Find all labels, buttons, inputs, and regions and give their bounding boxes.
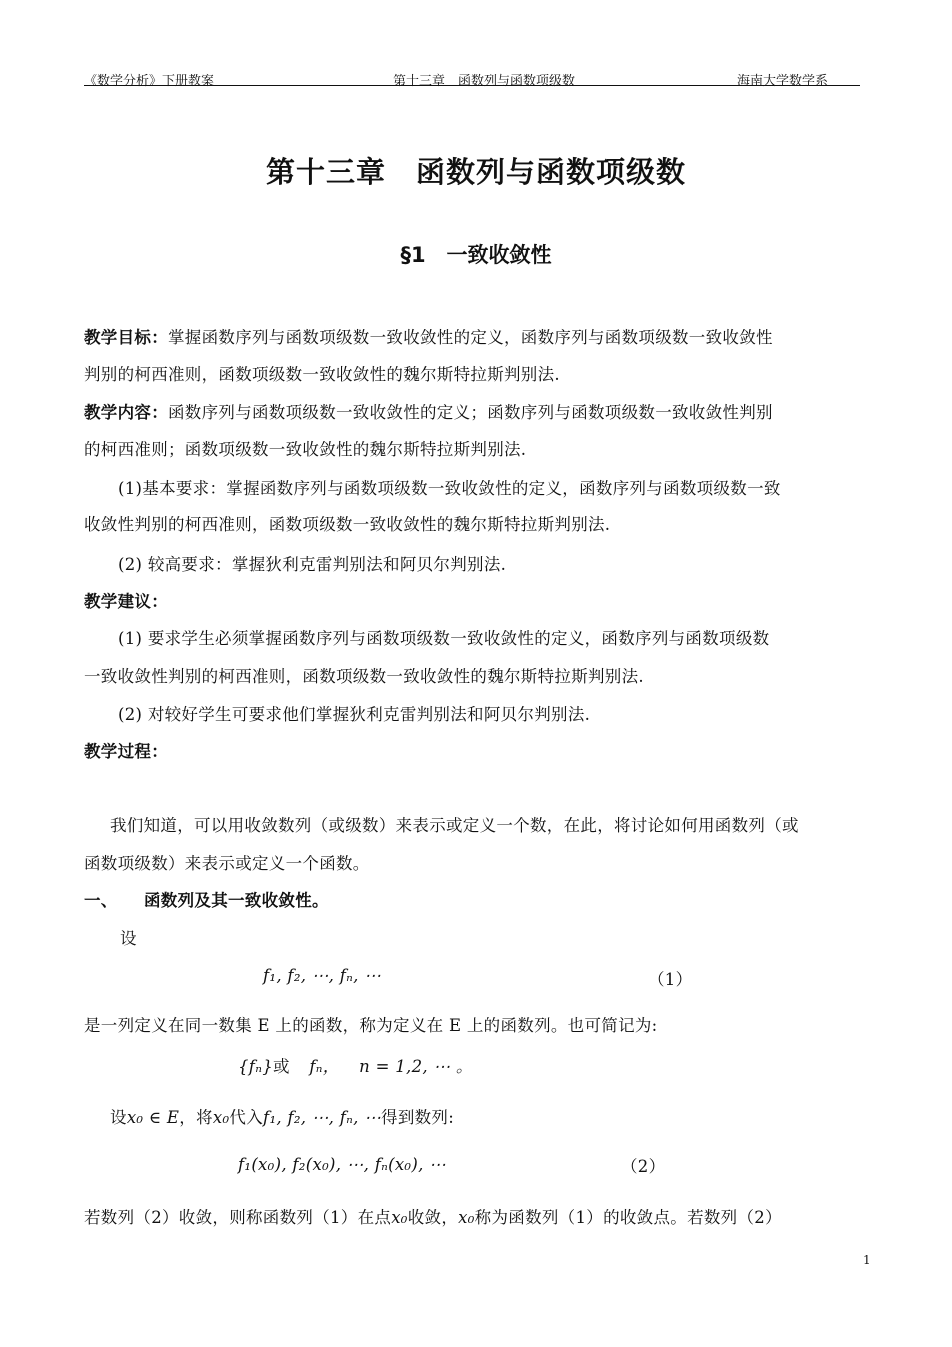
equation-1-number: （1） [648,970,693,989]
objectives-label: 教学目标： [84,328,168,347]
notation-line [238,1053,473,1077]
objectives-text-1: 掌握函数序列与函数项级数一致收敛性的定义，函数序列与函数项级数一致收敛性 [168,328,773,347]
substitution-x0-in-e: x₀ ∈ E [126,1108,180,1127]
last-line [84,1204,782,1228]
equation-2-number: （2） [621,1157,666,1176]
substitution-mid-1: ，将 [179,1108,213,1127]
section-title: §1 一致收敛性 [400,243,552,267]
basic-requirement-line-2: 收敛性判别的柯西准则，函数项级数一致收敛性的魏尔斯特拉斯判别法. [84,515,611,534]
last-part-3: 称为函数列（1）的收敛点。若数列（2） [474,1208,782,1227]
heading-1-text: 函数列及其一致收敛性。 [144,891,329,910]
last-x0-a: x₀ [391,1208,408,1227]
substitution-line [110,1104,454,1128]
substitution-sequence: f₁, f₂, ⋯, fₙ, ⋯ [263,1108,382,1127]
substitution-x0: x₀ [212,1108,230,1127]
substitution-mid-2: 代入 [229,1108,264,1127]
equation-2: f₁(x₀), f₂(x₀), ⋯, fₙ(x₀), ⋯ [238,1155,446,1174]
notation-index: n = 1,2, ⋯ 。 [359,1057,473,1076]
process-label: 教学过程： [84,742,168,761]
objectives-line-2: 判别的柯西准则，函数项级数一致收敛性的魏尔斯特拉斯判别法. [84,365,560,384]
header-center: 第十三章 函数列与函数项级数 [393,74,576,89]
last-x0-b: x₀ [458,1208,475,1227]
content-label: 教学内容： [84,403,168,422]
content-line-2: 的柯西准则；函数项级数一致收敛性的魏尔斯特拉斯判别法. [84,440,527,459]
notation-set: {fₙ} [238,1057,273,1076]
substitution-end: 得到数列: [381,1108,455,1127]
suggestion-1-line-1: (1) 要求学生必须掌握函数序列与函数项级数一致收敛性的定义，函数序列与函数项级数 [118,629,770,648]
substitution-prefix: 设 [110,1108,127,1127]
content-text-1: 函数序列与函数项级数一致收敛性的定义；函数序列与函数项级数一致收敛性判别 [168,403,773,422]
let-word: 设 [120,929,137,948]
objectives-line-1 [84,324,773,348]
header-left: 《数学分析》下册教案 [84,74,215,89]
basic-requirement-line-1: (1)基本要求：掌握函数序列与函数项级数一致收敛性的定义，函数序列与函数项级数一致 [118,479,781,498]
last-part-2: 收敛， [407,1208,459,1227]
suggestion-2: (2) 对较好学生可要求他们掌握狄利克雷判别法和阿贝尔判别法. [118,705,591,724]
notation-or: 或 [273,1057,290,1076]
header-rule [84,85,860,86]
content-line-1 [84,399,773,423]
page-number: 1 [863,1253,871,1267]
advanced-requirement: (2) 较高要求：掌握狄利克雷判别法和阿贝尔判别法. [118,555,507,574]
suggestions-label: 教学建议： [84,592,168,611]
last-part-1: 若数列（2）收敛，则称函数列（1）在点 [84,1208,392,1227]
header-right: 海南大学数学系 [737,74,829,89]
chapter-title: 第十三章 函数列与函数项级数 [265,155,686,189]
heading-1-number: 一、 [84,891,118,910]
intro-line-1: 我们知道，可以用收敛数列（或级数）来表示或定义一个数，在此，将讨论如何用函数列（或 [110,816,799,835]
intro-line-2: 函数项级数）来表示或定义一个函数。 [84,854,370,873]
after-equation-1: 是一列定义在同一数集 E 上的函数，称为定义在 E 上的函数列。也可简记为: [84,1016,658,1035]
suggestion-1-line-2: 一致收敛性判别的柯西准则，函数项级数一致收敛性的魏尔斯特拉斯判别法. [84,667,644,686]
equation-1: f₁, f₂, ⋯, fₙ, ⋯ [263,966,381,985]
notation-fn: fₙ， [309,1057,340,1076]
